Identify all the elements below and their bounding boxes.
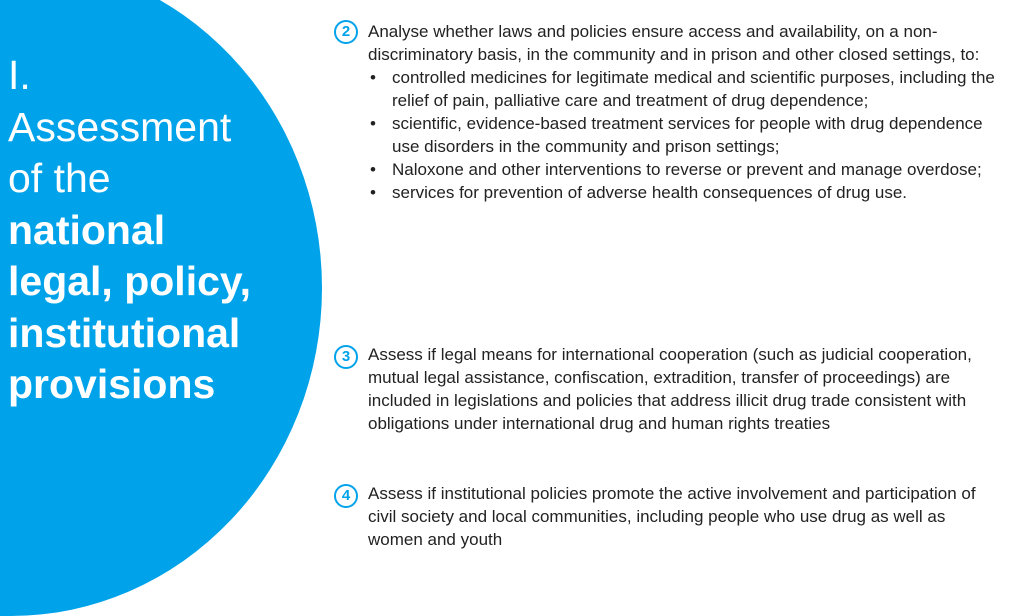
bullet-text: scientific, evidence-based treatment services for people with drug dependence use disorders in the community and prison settings; [392, 114, 983, 156]
title-line: of the [8, 155, 111, 201]
item-2-bullet-list [368, 66, 1002, 204]
bullet-item [368, 112, 1002, 158]
bullet-item [368, 181, 1002, 204]
bullet-item [368, 158, 1002, 181]
number-3-badge: 3 [334, 345, 358, 369]
bullet-text: controlled medicines for legitimate medical and scientific purposes, including the relief of pain, palliative care and treatment of drug dependence; [392, 68, 995, 110]
title-line: national [8, 206, 166, 253]
bullet-icon: • [370, 160, 376, 179]
content-area [334, 0, 1024, 576]
item-2-text: Analyse whether laws and policies ensure access and availability, on a non-discriminatory basis, in the community and in prison and other closed settings, to: [368, 22, 980, 64]
title-line: provisions [8, 361, 216, 407]
title-line: legal, policy, [8, 258, 252, 304]
bullet-text: services for prevention of adverse health consequences of drug use. [392, 183, 908, 202]
section-title [8, 50, 308, 411]
title-line: I. [8, 52, 31, 98]
item-2-body [368, 20, 1002, 204]
bullet-text: Naloxone and other interventions to reverse or prevent and manage overdose; [392, 160, 982, 179]
title-line: Assessment [8, 103, 232, 150]
bullet-item [368, 66, 1002, 112]
bullet-icon: • [370, 114, 376, 133]
item-4-text: Assess if institutional policies promote the active involvement and participation of civil society and local communities, including people who use drug as well as women and youth [368, 484, 976, 549]
title-line: institutional [8, 309, 241, 356]
number-2-badge: 2 [334, 20, 358, 44]
number-4-badge: 4 [334, 484, 358, 508]
bullet-icon: • [370, 68, 376, 87]
item-3-text: Assess if legal means for international cooperation (such as judicial cooperation, mutual legal assistance, confiscation, extradition, transfer of proceedings) are included in legislations and policies that address illicit drug trade consistent with obligations under international drug and human rights treaties [368, 345, 972, 433]
bullet-icon: • [370, 183, 376, 202]
